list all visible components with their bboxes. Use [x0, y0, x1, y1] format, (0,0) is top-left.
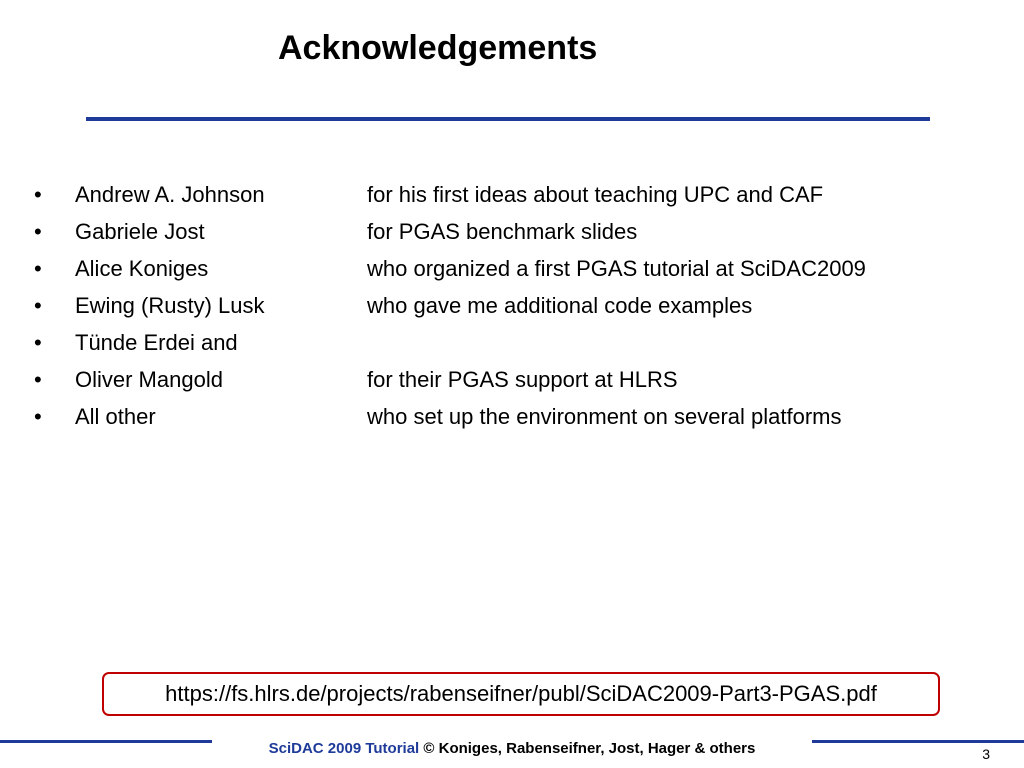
- footer: [0, 740, 1024, 757]
- bullet-icon: •: [34, 256, 42, 281]
- bullet-icon: •: [34, 219, 42, 244]
- ack-reason: for PGAS benchmark slides: [367, 219, 638, 244]
- bullet-icon: •: [34, 330, 42, 355]
- ack-reason: for their PGAS support at HLRS: [367, 367, 678, 392]
- title-divider: [86, 117, 930, 121]
- ack-reason: for his first ideas about teaching UPC and CAF: [367, 182, 824, 207]
- page-number: 3: [982, 746, 990, 762]
- ack-reason: who gave me additional code examples: [367, 293, 753, 318]
- ack-reason: who organized a first PGAS tutorial at SciDAC2009: [367, 256, 866, 281]
- footer-tutorial-label: SciDAC 2009 Tutorial: [268, 740, 420, 757]
- bullet-icon: •: [34, 367, 42, 392]
- pdf-link[interactable]: [102, 672, 940, 716]
- slide-title: Acknowledgements: [278, 29, 598, 67]
- ack-name: Ewing (Rusty) Lusk: [75, 293, 265, 318]
- ack-name: Tünde Erdei and: [75, 330, 238, 355]
- footer-credits: © Koniges, Rabenseifner, Jost, Hager & others: [423, 740, 756, 757]
- ack-name: Alice Koniges: [75, 256, 209, 281]
- bullet-icon: •: [34, 182, 42, 207]
- ack-name: All other: [75, 404, 156, 429]
- bullet-icon: •: [34, 404, 42, 429]
- ack-name: Oliver Mangold: [75, 367, 223, 392]
- ack-name: Andrew A. Johnson: [75, 182, 265, 207]
- bullet-icon: •: [34, 293, 42, 318]
- pdf-link-text[interactable]: https://fs.hlrs.de/projects/rabenseifner/publ/SciDAC2009-Part3-PGAS.pdf: [165, 681, 877, 706]
- ack-name: Gabriele Jost: [75, 219, 205, 244]
- ack-reason: who set up the environment on several platforms: [367, 404, 842, 429]
